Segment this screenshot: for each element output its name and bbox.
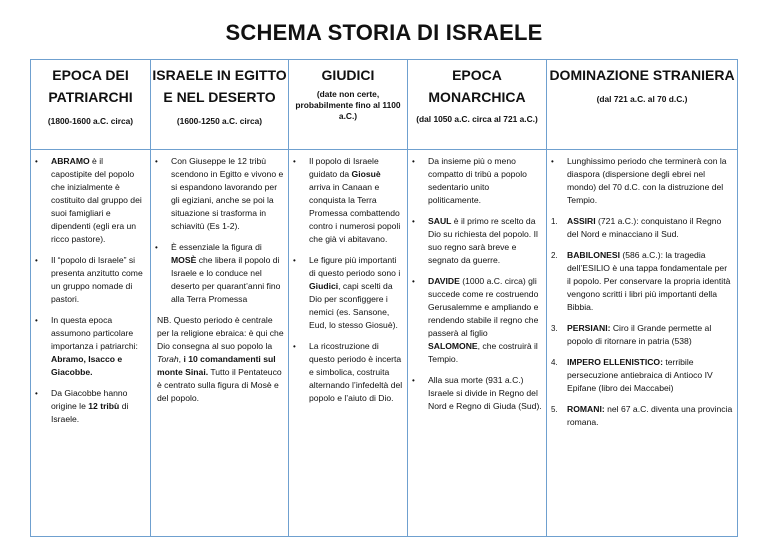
list-item (293, 254, 403, 332)
column-header (547, 60, 737, 150)
list-item (155, 241, 284, 306)
note-paragraph (155, 314, 284, 405)
bold-text: Giosuè (351, 169, 381, 179)
text-run: Lunghissimo periodo che terminerà con la diaspora (dispersione degli ebrei nel mondo) del 70 d.C. con la distruzione del Tempio. (567, 156, 727, 205)
column-body (31, 150, 150, 426)
column-dates: (1600-1250 a.C. circa) (176, 116, 263, 126)
list-item (412, 275, 542, 366)
bold-text: SAUL (428, 216, 452, 226)
bullet-icon: • (293, 157, 296, 166)
bullet-icon: • (412, 217, 415, 226)
text-run: Da Giacobbe hanno origine le (51, 388, 128, 411)
bold-text: IMPERO ELLENISTICO: (567, 357, 663, 367)
text-run: , capi scelti da Dio per sconfiggere i nemici (es. Sansone, Eud, lo stesso Giosuè). (309, 281, 398, 330)
list-item (551, 155, 733, 207)
list-item (412, 155, 542, 207)
bold-text: 12 tribù (88, 401, 120, 411)
text-run: (1000 a.C. circa) gli succede come re costruendo Gerusalemme e ampliando e rendendo stabile il regno che passerà al figlio (428, 276, 539, 338)
text-run: arriva in Canaan e conquista la Terra Promessa combattendo contro i numerosi popoli che già vi abitavano. (309, 182, 401, 244)
list-item (551, 249, 733, 314)
list-item (35, 387, 146, 426)
bold-text: BABILONESI (567, 250, 620, 260)
bold-text: ROMANI: (567, 404, 605, 414)
bullet-icon: • (412, 376, 415, 385)
text-run: (586 a.C.): la tragedia dell’ESILIO è una tappa fondamentale per il popolo. Per conservare la propria identità vengono scritti i libri più importanti della Bibbia. (567, 250, 731, 312)
text-run: Con Giuseppe le 12 tribù scendono in Egitto e vivono e si espandono lavorando per gli egiziani, anche se poi la situazione si trasforma in schiavitù (Es 1-2). (171, 156, 284, 231)
list-item (293, 340, 403, 405)
list-item (412, 374, 542, 413)
bullet-icon: • (35, 256, 38, 265)
text-run: terribile persecuzione antiebraica di Antioco IV Epifane (libro dei Maccabei) (567, 357, 713, 393)
list-item (412, 215, 542, 267)
list-item (551, 322, 733, 348)
text-run: Il popolo di Israele guidato da (309, 156, 379, 179)
column-header (289, 60, 407, 150)
text-run: Ciro il Grande permette al popolo di ritornare in patria (538) (567, 323, 712, 346)
bold-text: ABRAMO (51, 156, 90, 166)
text-run: che libera il popolo di Israele e lo conduce nel deserto per quarant’anni fino alla Terra Promessa (171, 255, 281, 304)
column-title: DOMINAZIONE STRANIERA (549, 67, 735, 83)
list-number: 3. (551, 324, 558, 333)
list-item (35, 155, 146, 246)
text-run: Da insieme più o meno compatto di tribù a popolo sedentario unito politicamente. (428, 156, 527, 205)
text-run: è il capostipite del popolo che inizialmente è costituito dal gruppo dei suoi famigliari e dipendenti (egli era un ricco pastore). (51, 156, 142, 244)
bullet-icon: • (35, 157, 38, 166)
text-run: È essenziale la figura di (171, 242, 262, 252)
column-dates: (date non certe, probabilmente fino al 1100 a.C.) (295, 89, 401, 121)
bold-text: SALOMONE (428, 341, 478, 351)
column-dates: (dal 1050 a.C. circa al 721 a.C.) (416, 114, 538, 124)
text-run: di Israele. (51, 401, 129, 424)
page-title: SCHEMA STORIA DI ISRAELE (225, 20, 543, 45)
bullet-icon: • (293, 256, 296, 265)
column-patriarchi (31, 60, 151, 536)
column-dates: (dal 721 a.C. al 70 d.C.) (596, 94, 688, 104)
text-run: NB. Questo periodo è centrale per la religione ebraica: è qui che Dio consegna al suo popolo la (157, 315, 284, 351)
text-run: In questa epoca assumono particolare importanza i patriarchi: (51, 315, 138, 351)
text-run: Le figure più importanti di questo periodo sono i (309, 255, 401, 278)
list-number: 5. (551, 405, 558, 414)
list-item (551, 403, 733, 429)
italic-text: Torah (157, 354, 179, 364)
bold-text: ASSIRI (567, 216, 596, 226)
column-header (408, 60, 546, 150)
bold-text: MOSÈ (171, 255, 197, 265)
list-number: 2. (551, 251, 558, 260)
list-item (293, 155, 403, 246)
bullet-icon: • (293, 342, 296, 351)
text-run: , (178, 354, 184, 364)
column-title: EPOCA MONARCHICA (428, 67, 526, 105)
list-item (551, 356, 733, 395)
column-title: EPOCA DEI PATRIARCHI (48, 67, 133, 105)
bullet-icon: • (155, 157, 158, 166)
bold-text: DAVIDE (428, 276, 460, 286)
text-run: nel 67 a.C. diventa una provincia romana. (567, 404, 733, 427)
bullet-icon: • (35, 389, 38, 398)
column-dates: (1800-1600 a.C. circa) (47, 116, 134, 126)
text-run: Alla sua morte (931 a.C.) Israele si divide in Regno del Nord e Regno di Giuda (Sud). (428, 375, 542, 411)
list-item (155, 155, 284, 233)
bold-text: Abramo, Isacco e Giacobbe. (51, 354, 123, 377)
column-body (547, 150, 737, 429)
bullet-icon: • (155, 243, 158, 252)
text-run: , che costruirà il Tempio. (428, 341, 538, 364)
bullet-icon: • (551, 157, 554, 166)
list-number: 4. (551, 358, 558, 367)
list-number: 1. (551, 217, 558, 226)
text-run: è il primo re scelto da Dio su richiesta del popolo. Il suo regno sarà breve e segnato da guerre. (428, 216, 538, 265)
bold-text: i 10 comandamenti sul monte Sinai. (157, 354, 276, 377)
bullet-icon: • (412, 277, 415, 286)
column-monarchica (408, 60, 547, 536)
list-item (35, 314, 146, 379)
list-item (551, 215, 733, 241)
text-run: (721 a.C.): conquistano il Regno del Nord e minacciano il Sud. (567, 216, 722, 239)
column-body (151, 150, 288, 405)
column-dominazione (547, 60, 737, 536)
column-giudici (289, 60, 408, 536)
column-body (289, 150, 407, 405)
bullet-icon: • (412, 157, 415, 166)
column-title: GIUDICI (321, 67, 375, 83)
column-header (31, 60, 150, 150)
column-header (151, 60, 288, 150)
bold-text: PERSIANI: (567, 323, 611, 333)
text-run: Il “popolo di Israele” si presenta anzitutto come un gruppo nomade di pastori. (51, 255, 143, 304)
bullet-icon: • (35, 316, 38, 325)
list-item (35, 254, 146, 306)
bold-text: Giudici (309, 281, 339, 291)
column-title: ISRAELE IN EGITTO E NEL DESERTO (152, 67, 287, 105)
column-egitto (151, 60, 289, 536)
history-table (30, 59, 738, 537)
column-body (408, 150, 546, 413)
text-run: La ricostruzione di questo periodo è incerta e simbolica, costruita alternando l’infedeltà del popolo e l’aiuto di Dio. (309, 341, 403, 403)
text-run: Tutto il Pentateuco è centrato sulla figura di Mosè e del popolo. (157, 367, 282, 403)
